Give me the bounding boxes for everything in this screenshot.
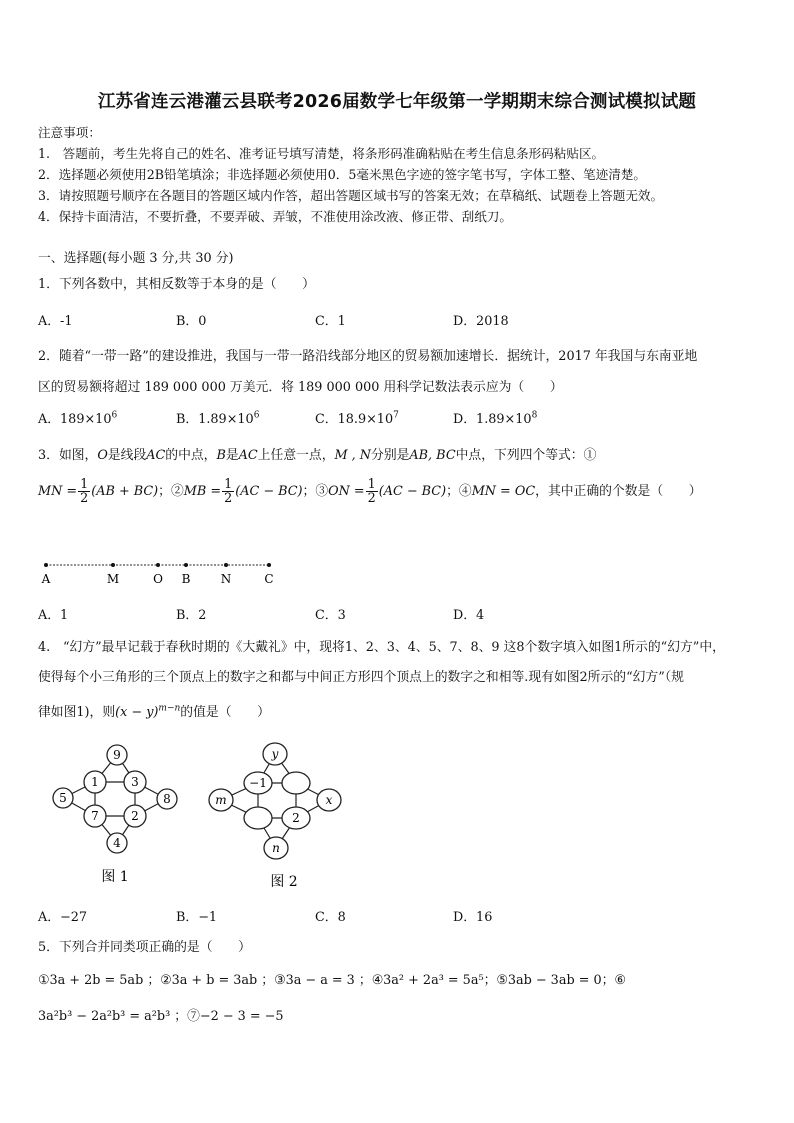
q1-option-a: A．-1 bbox=[38, 314, 73, 329]
fig1-caption: 图 1 bbox=[101, 869, 129, 885]
fig2-caption: 图 2 bbox=[270, 874, 298, 890]
fig1-top: 9 bbox=[113, 748, 121, 762]
fig1-top-right: 3 bbox=[131, 775, 139, 789]
fig1-bottom: 4 bbox=[113, 836, 121, 850]
q4-option-c: C．8 bbox=[315, 910, 346, 925]
fig1-right: 8 bbox=[163, 792, 171, 806]
notice-item-2: 2．选择题必须使用2B铅笔填涂；非选择题必须使用0．5毫米黑色字迹的签字笔书写，字体工整、笔迹清楚。 bbox=[38, 167, 647, 182]
question-3-equations: MN = $\frac{1}{2}$ (AB + BC)；②MB = $\frac{1}{2}$ (AC − BC)；③ON = $\frac{1}{2}$ (AC − BC)；④MN = OC，其中正确的个数是（ ） bbox=[38, 477, 702, 506]
notice-item-3: 3．请按照题号顺序在各题目的答题区域内作答，超出答题区域书写的答案无效；在草稿纸、试题卷上答题无效。 bbox=[38, 188, 664, 203]
q2-option-d: D．$1.89\times 10^8$ bbox=[453, 410, 538, 427]
segment-label-B: B bbox=[181, 572, 191, 586]
segment-label-O: O bbox=[153, 572, 163, 586]
q3-option-a: A．1 bbox=[38, 608, 69, 623]
question-4-line-2: 使得每个小三角形的三个顶点上的数字之和都与中间正方形四个顶点上的数字之和相等.现有如图2所示的“幻方”（规 bbox=[38, 670, 684, 685]
notice-item-1: 1. 答题前，考生先将自己的姓名、准考证号填写清楚，将条形码准确粘贴在考生信息条形码粘贴区。 bbox=[38, 146, 605, 161]
segment-point-B bbox=[184, 563, 188, 567]
q1-option-b: B．0 bbox=[176, 314, 207, 329]
fig1-bottom-left: 7 bbox=[91, 809, 99, 823]
fig2-top-left: −1 bbox=[249, 776, 267, 790]
question-3-line-1: 3．如图，O是线段AC的中点，B是AC上任意一点，M , N分别是AB, BC中点，下列四个等式：① bbox=[38, 448, 597, 463]
q3-option-d: D．4 bbox=[453, 608, 485, 623]
fig2-bottom-right: 2 bbox=[292, 811, 300, 825]
segment-point-A bbox=[44, 563, 48, 567]
segment-point-N bbox=[224, 563, 228, 567]
fig2-left: m bbox=[215, 793, 227, 807]
fig1-top-left: 1 bbox=[91, 775, 99, 789]
q3-option-b: B．2 bbox=[176, 608, 207, 623]
fraction-half: $\frac{1}{2}$ bbox=[367, 477, 376, 506]
segment-point-C bbox=[267, 563, 271, 567]
question-4-line-1: 4. “幻方”最早记载于春秋时期的《大戴礼》中，现将1、2、3、4、5、7、8、9 这8个数字填入如图1所示的“幻方”中， bbox=[38, 640, 725, 655]
q1-option-d: D．2018 bbox=[453, 314, 509, 329]
fraction-half: $\frac{1}{2}$ bbox=[80, 477, 89, 506]
q3-option-c: C．3 bbox=[315, 608, 346, 623]
fig1-left: 5 bbox=[59, 791, 67, 805]
question-2-line-2: 区的贸易额将超过 189 000 000 万美元．将 189 000 000 用科学记数法表示应为（ ） bbox=[38, 380, 563, 395]
segment-label-C: C bbox=[264, 572, 274, 586]
fraction-half: $\frac{1}{2}$ bbox=[224, 477, 233, 506]
q4-option-b: B．−1 bbox=[176, 910, 218, 925]
question-5-line-2: 3a²b³ − 2a²b³ = a²b³ ；⑦−2 − 3 = −5 bbox=[38, 1009, 284, 1024]
section-heading: 一、选择题(每小题 3 分,共 30 分) bbox=[38, 251, 234, 266]
segment-label-M: M bbox=[106, 572, 120, 586]
fig2-top: y bbox=[271, 747, 279, 761]
segment-point-O bbox=[156, 563, 160, 567]
q1-option-c: C．1 bbox=[315, 314, 346, 329]
question-2-line-1: 2．随着“一带一路”的建设推进，我国与一带一路沿线部分地区的贸易额加速增长．据统计，2017 年我国与东南亚地 bbox=[38, 349, 698, 364]
notice-heading: 注意事项： bbox=[38, 125, 101, 140]
question-4-line-3: 律如图1)，则$(x - y)^{m-n}$的值是（ ） bbox=[38, 703, 270, 720]
q2-option-b: B．$1.89\times 10^6$ bbox=[176, 410, 260, 427]
q4-option-a: A．−27 bbox=[38, 910, 88, 925]
q2-option-a: A．$189\times 10^6$ bbox=[38, 410, 118, 427]
magic-square-figure-2 bbox=[200, 738, 350, 894]
line-segment-figure bbox=[38, 556, 288, 590]
segment-point-M bbox=[111, 563, 115, 567]
q4-option-d: D．16 bbox=[453, 910, 493, 925]
question-5-stem: 5．下列合并同类项正确的是（ ） bbox=[38, 940, 251, 955]
notice-item-4: 4．保持卡面清洁，不要折叠，不要弄破、弄皱，不准使用涂改液、修正带、刮纸刀。 bbox=[38, 209, 512, 224]
fig2-right: x bbox=[325, 793, 333, 807]
segment-label-A: A bbox=[41, 572, 51, 586]
question-1-stem: 1．下列各数中，其相反数等于本身的是（ ） bbox=[38, 277, 315, 292]
question-5-line-1: ①3a + 2b = 5ab ；②3a + b = 3ab ；③3a − a = 3 ；④3a² + 2a³ = 5a⁵；⑤3ab − 3ab = 0；⑥ bbox=[38, 973, 626, 988]
magic-square-figure-1 bbox=[45, 740, 195, 890]
fig2-bottom: n bbox=[272, 841, 280, 855]
page-title: 江苏省连云港灌云县联考2026届数学七年级第一学期期末综合测试模拟试题 bbox=[97, 92, 697, 112]
fig1-bottom-right: 2 bbox=[131, 809, 139, 823]
q2-option-c: C．$18.9\times 10^7$ bbox=[315, 410, 399, 427]
segment-label-N: N bbox=[220, 572, 232, 586]
